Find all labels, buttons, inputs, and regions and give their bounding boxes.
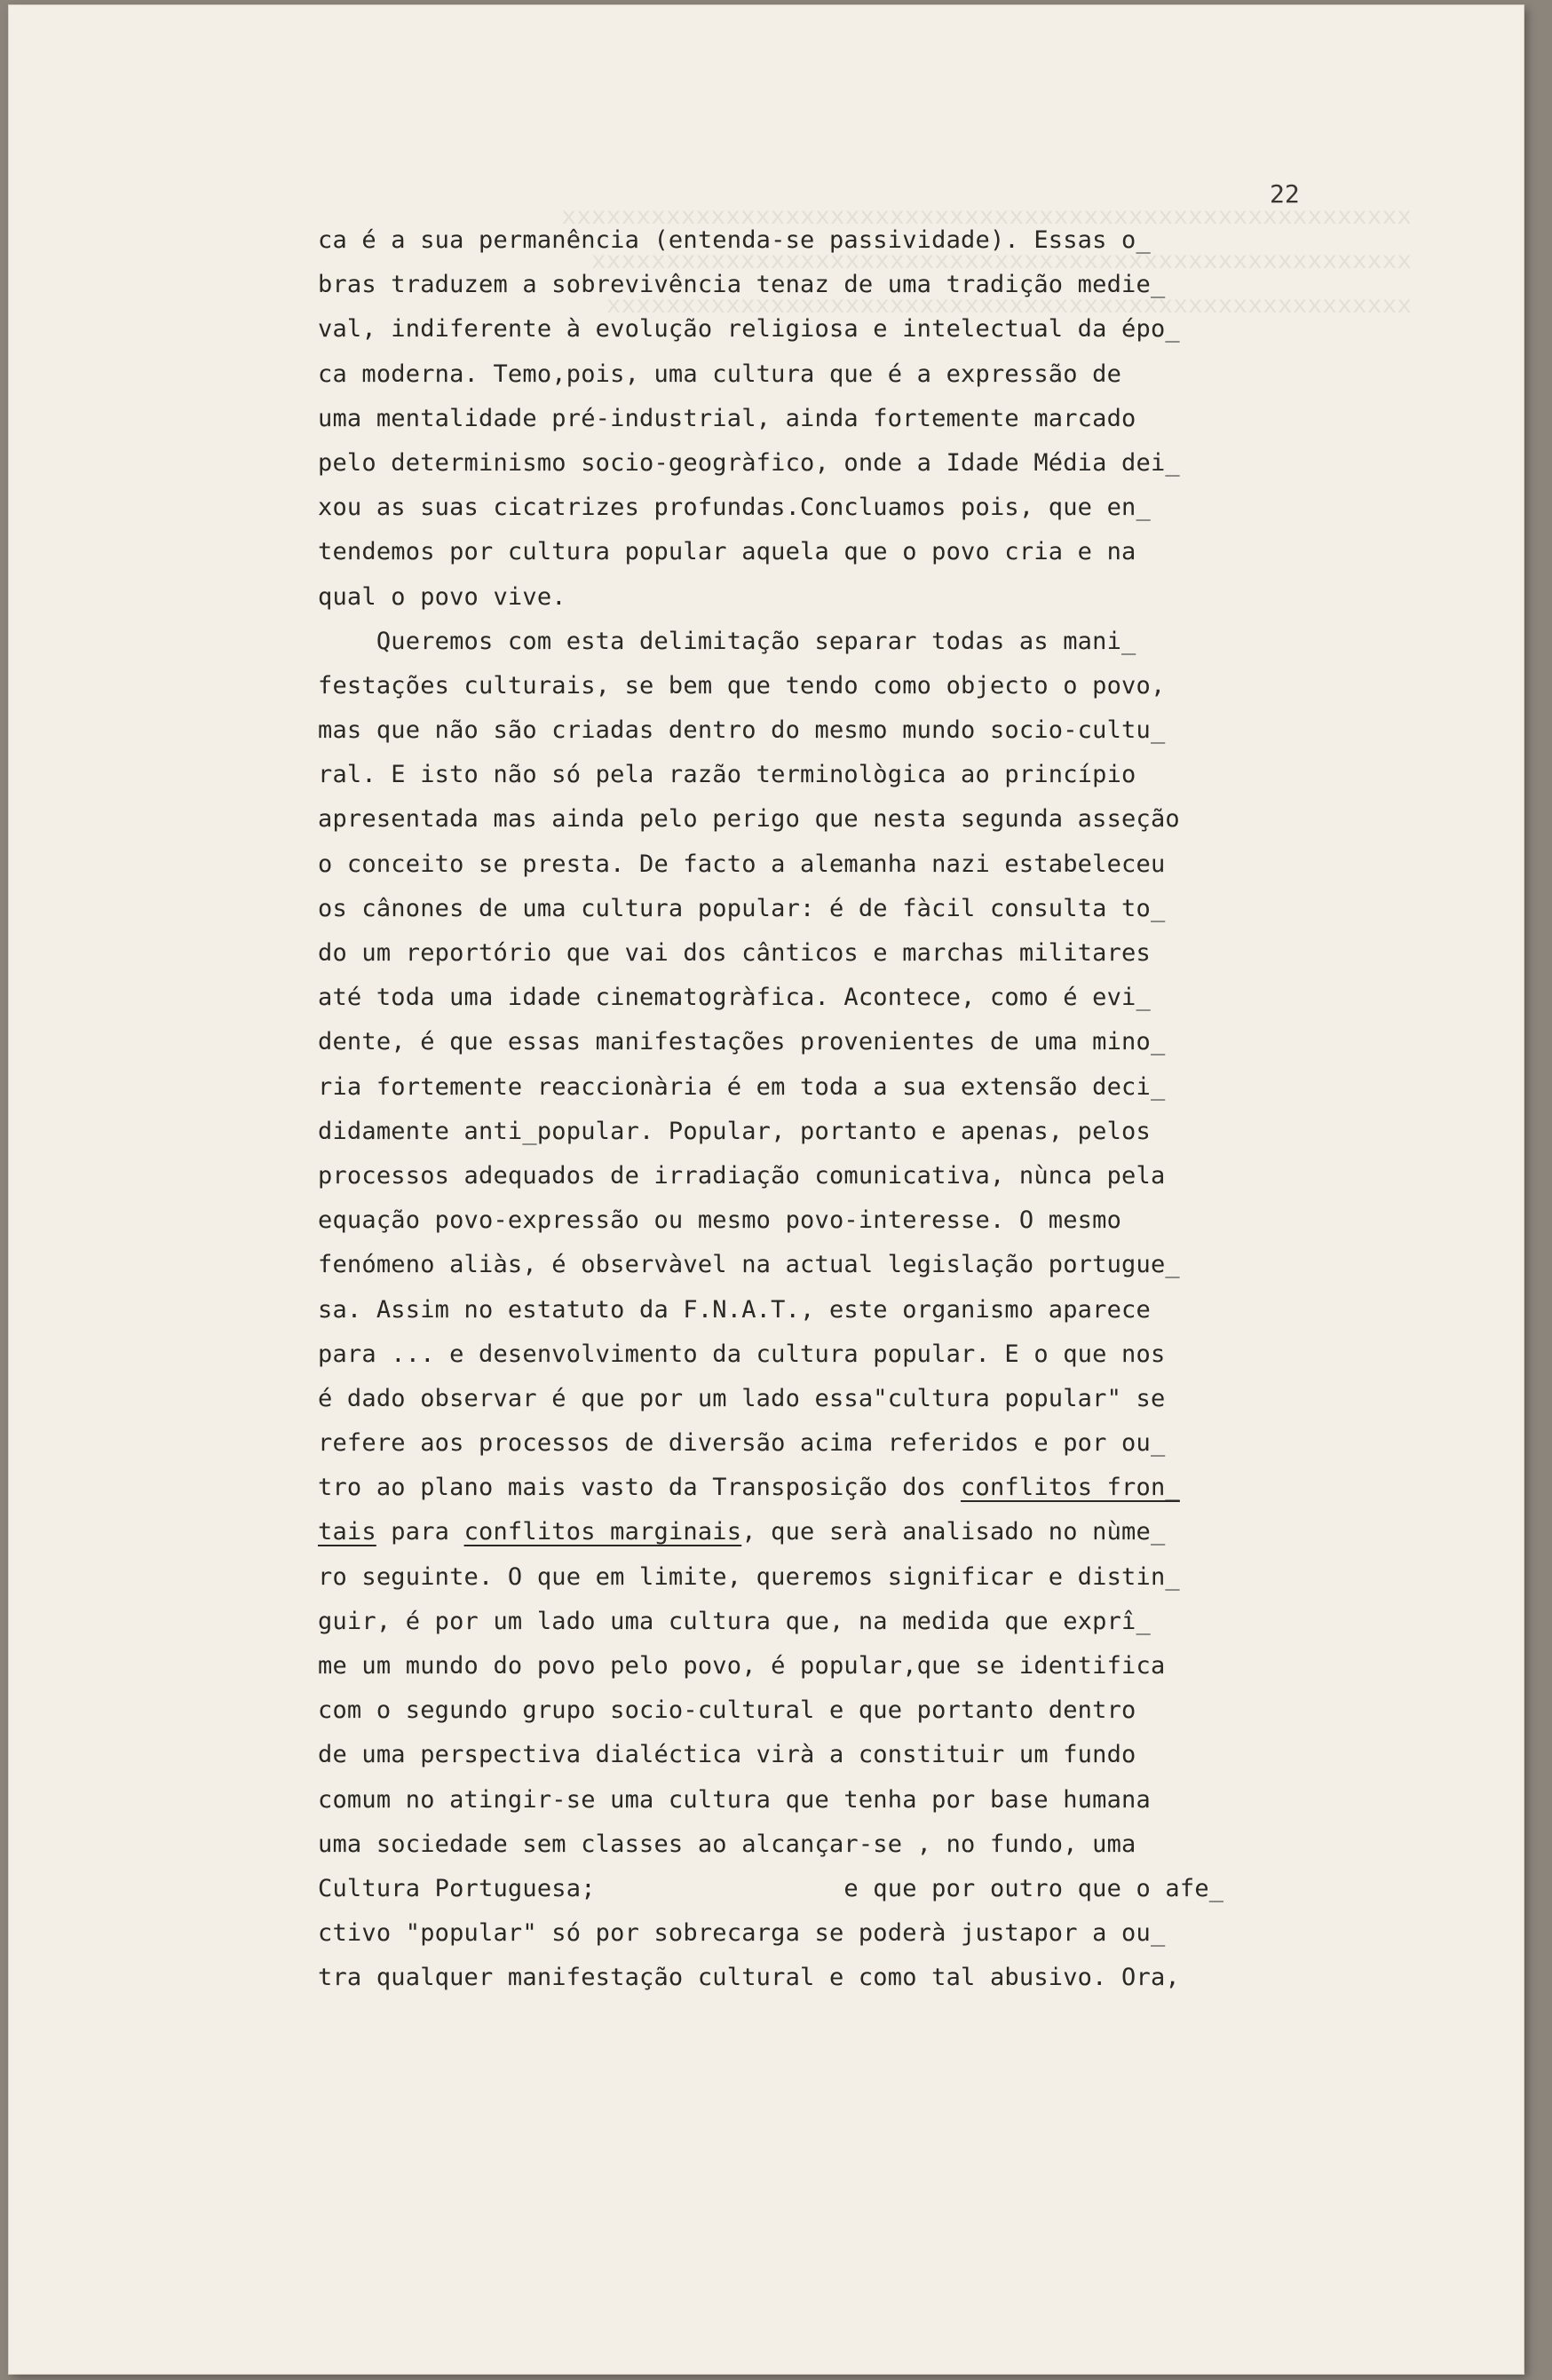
- text-line: uma sociedade sem classes ao alcançar-se , no fundo, uma: [318, 1830, 1136, 1858]
- text-line: Queremos com esta delimitação separar todas as mani_: [318, 627, 1136, 655]
- text-line: tra qualquer manifestação cultural e como tal abusivo. Ora,: [318, 1964, 1180, 1992]
- text-line: [318, 1510, 1472, 1554]
- text-segment: , que serà analisado no nùme_: [741, 1518, 1166, 1546]
- text-line: do um reportório que vai dos cânticos e marchas militares: [318, 939, 1151, 967]
- text-line: para ... e desenvolvimento da cultura popular. E o que nos: [318, 1340, 1166, 1368]
- text-line: comum no atingir-se uma cultura que tenha por base humana: [318, 1785, 1151, 1814]
- text-line: ria fortemente reaccionària é em toda a sua extensão deci_: [318, 1072, 1166, 1101]
- text-segment: tro ao plano mais vasto da Transposição dos: [318, 1474, 962, 1502]
- text-line: [318, 1466, 1472, 1510]
- text-line: apresentada mas ainda pelo perigo que nesta segunda asseção: [318, 805, 1180, 834]
- text-line: até toda uma idade cinematogràfica. Acontece, como é evi_: [318, 984, 1151, 1012]
- text-line: fenómeno aliàs, é observàvel na actual legislação portugue_: [318, 1251, 1180, 1279]
- text-line: os cânones de uma cultura popular: é de fàcil consulta to_: [318, 894, 1166, 922]
- text-line: refere aos processos de diversão acima referidos e por ou_: [318, 1429, 1166, 1458]
- underlined-phrase: conflitos fron_: [961, 1474, 1180, 1502]
- underlined-phrase: tais: [318, 1518, 376, 1546]
- text-line: com o segundo grupo socio-cultural e que portanto dentro: [318, 1696, 1136, 1725]
- page-number: 22: [1270, 179, 1300, 209]
- text-line: Cultura Portuguesa; e que por outro que o afe_: [318, 1874, 1224, 1902]
- text-line: guir, é por um lado uma cultura que, na medida que exprî_: [318, 1607, 1151, 1635]
- text-line: sa. Assim no estatuto da F.N.A.T., este organismo aparece: [318, 1295, 1151, 1324]
- text-line: xou as suas cicatrizes profundas.Concluamos pois, que en_: [318, 494, 1151, 522]
- text-line: o conceito se presta. De facto a alemanha nazi estabeleceu: [318, 850, 1166, 878]
- text-line: bras traduzem a sobrevivência tenaz de uma tradição medie_: [318, 271, 1166, 299]
- text-segment: para: [376, 1518, 464, 1546]
- text-line: mas que não são criadas dentro do mesmo mundo socio-cultu_: [318, 716, 1166, 745]
- text-line: me um mundo do povo pelo povo, é popular,que se identifica: [318, 1652, 1166, 1680]
- text-line: qual o povo vive.: [318, 582, 566, 611]
- text-line: ca moderna. Temo,pois, uma cultura que é a expressão de: [318, 360, 1122, 388]
- text-line: ca é a sua permanência (entenda-se passividade). Essas o_: [318, 226, 1151, 254]
- text-line: ctivo "popular" só por sobrecarga se poderà justapor a ou_: [318, 1919, 1166, 1948]
- text-line: ro seguinte. O que em limite, queremos significar e distin_: [318, 1562, 1180, 1591]
- text-line: val, indiferente à evolução religiosa e intelectual da épo_: [318, 315, 1180, 344]
- typewritten-body: [318, 218, 1472, 2001]
- text-line: dente, é que essas manifestações provenientes de uma mino_: [318, 1028, 1166, 1056]
- text-line: é dado observar é que por um lado essa"cultura popular" se: [318, 1384, 1166, 1412]
- text-line: ral. E isto não só pela razão terminològica ao princípio: [318, 761, 1136, 789]
- text-line: uma mentalidade pré-industrial, ainda fortemente marcado: [318, 404, 1136, 432]
- document-page: [9, 5, 1524, 2374]
- text-line: de uma perspectiva dialéctica virà a constituir um fundo: [318, 1741, 1136, 1769]
- bleed-through-text: xxxxxxxxxxxxxxxxxxxxxxxxxxxxxxxxxxxxxxxxxxxxxxxxxxxxxxxxx xxxxxxxxxxxxxxxxxxxxxxxxxxxxxxxxxxxxxxxxxxxxxxxxxxxxxxx xxxxxxxxxxxxxxxxxxxxxxxxxxxxxxxxxxxxxxxxxxxxxxxxxxxxxx: [561, 204, 1412, 320]
- text-line: equação povo-expressão ou mesmo povo-interesse. O mesmo: [318, 1206, 1122, 1235]
- text-line: festações culturais, se bem que tendo como objecto o povo,: [318, 671, 1166, 700]
- text-line: processos adequados de irradiação comunicativa, nùnca pela: [318, 1161, 1166, 1190]
- text-line: didamente anti_popular. Popular, portanto e apenas, pelos: [318, 1117, 1151, 1145]
- underlined-phrase: conflitos marginais: [463, 1518, 742, 1546]
- text-line: pelo determinismo socio-geogràfico, onde a Idade Média dei_: [318, 448, 1180, 477]
- text-line: tendemos por cultura popular aquela que o povo cria e na: [318, 538, 1136, 566]
